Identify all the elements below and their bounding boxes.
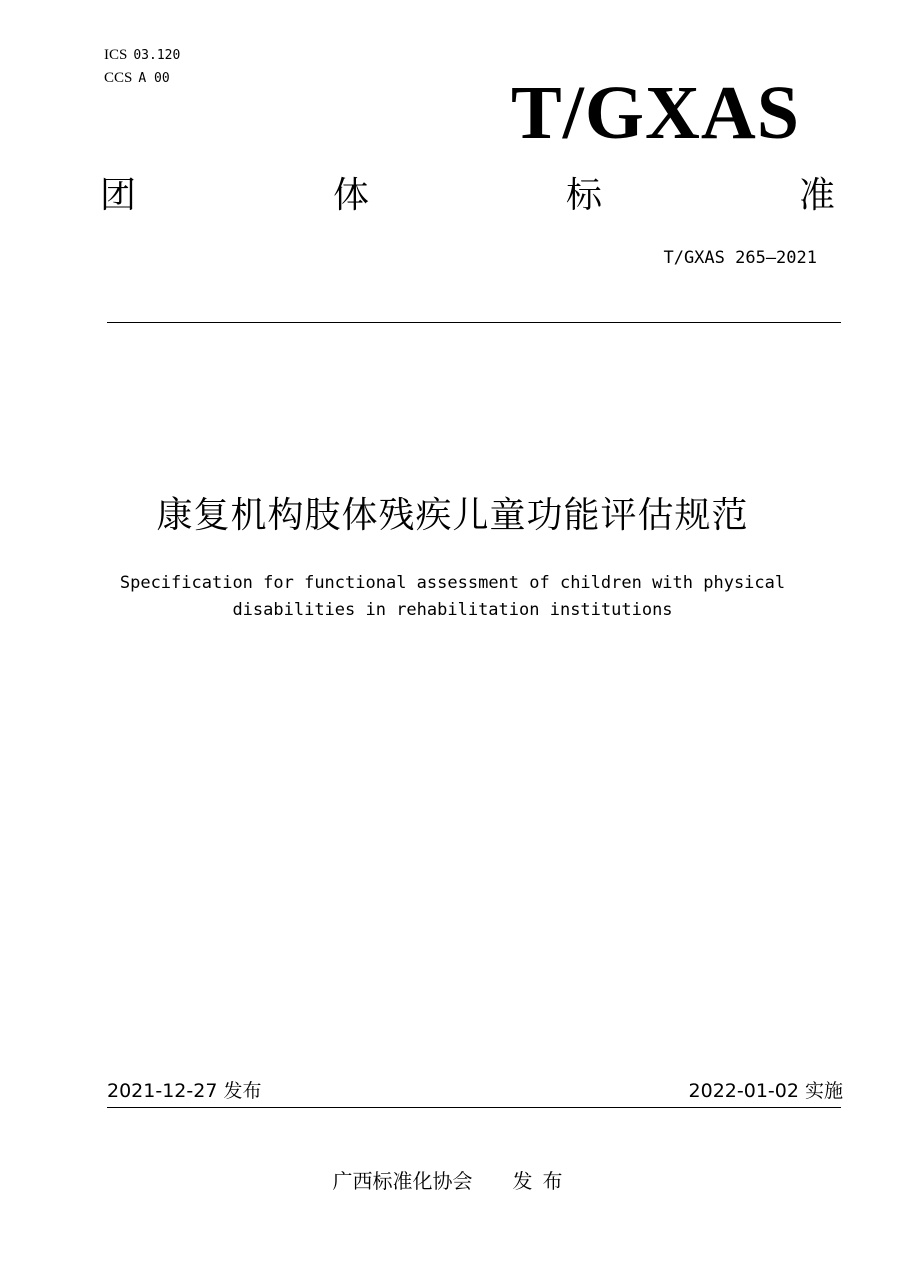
publisher-line	[0, 1166, 905, 1196]
ccs-row	[104, 67, 180, 90]
issue-date: 2021-12-27 发布	[107, 1080, 262, 1102]
english-title-line-2: disabilities in rehabilitation institutions	[232, 600, 673, 620]
top-divider	[107, 322, 841, 323]
classification-codes	[104, 44, 180, 90]
document-title-english	[60, 570, 845, 624]
english-title-line-1: Specification for functional assessment of children with physical	[119, 573, 786, 593]
document-title-chinese: 康复机构肢体残疾儿童功能评估规范	[156, 495, 749, 536]
bottom-divider	[107, 1107, 841, 1108]
implementation-date: 2022-01-02 实施	[688, 1080, 843, 1102]
doc-type-char: 体	[332, 175, 369, 216]
ics-label: ICS	[104, 47, 128, 63]
ics-code: 03.120	[133, 48, 181, 63]
ccs-code: A 00	[138, 71, 170, 86]
ccs-label: CCS	[104, 70, 133, 86]
doc-type-char: 团	[100, 175, 137, 216]
document-type-heading	[100, 172, 835, 220]
standard-number: T/GXAS 265—2021	[663, 248, 817, 268]
publisher-action: 发布	[512, 1169, 573, 1193]
ics-row	[104, 44, 180, 67]
standard-brand-mark: T/GXAS	[511, 71, 800, 155]
doc-type-char: 准	[798, 175, 835, 216]
doc-type-char: 标	[565, 175, 602, 216]
publisher-name: 广西标准化协会	[332, 1169, 473, 1193]
